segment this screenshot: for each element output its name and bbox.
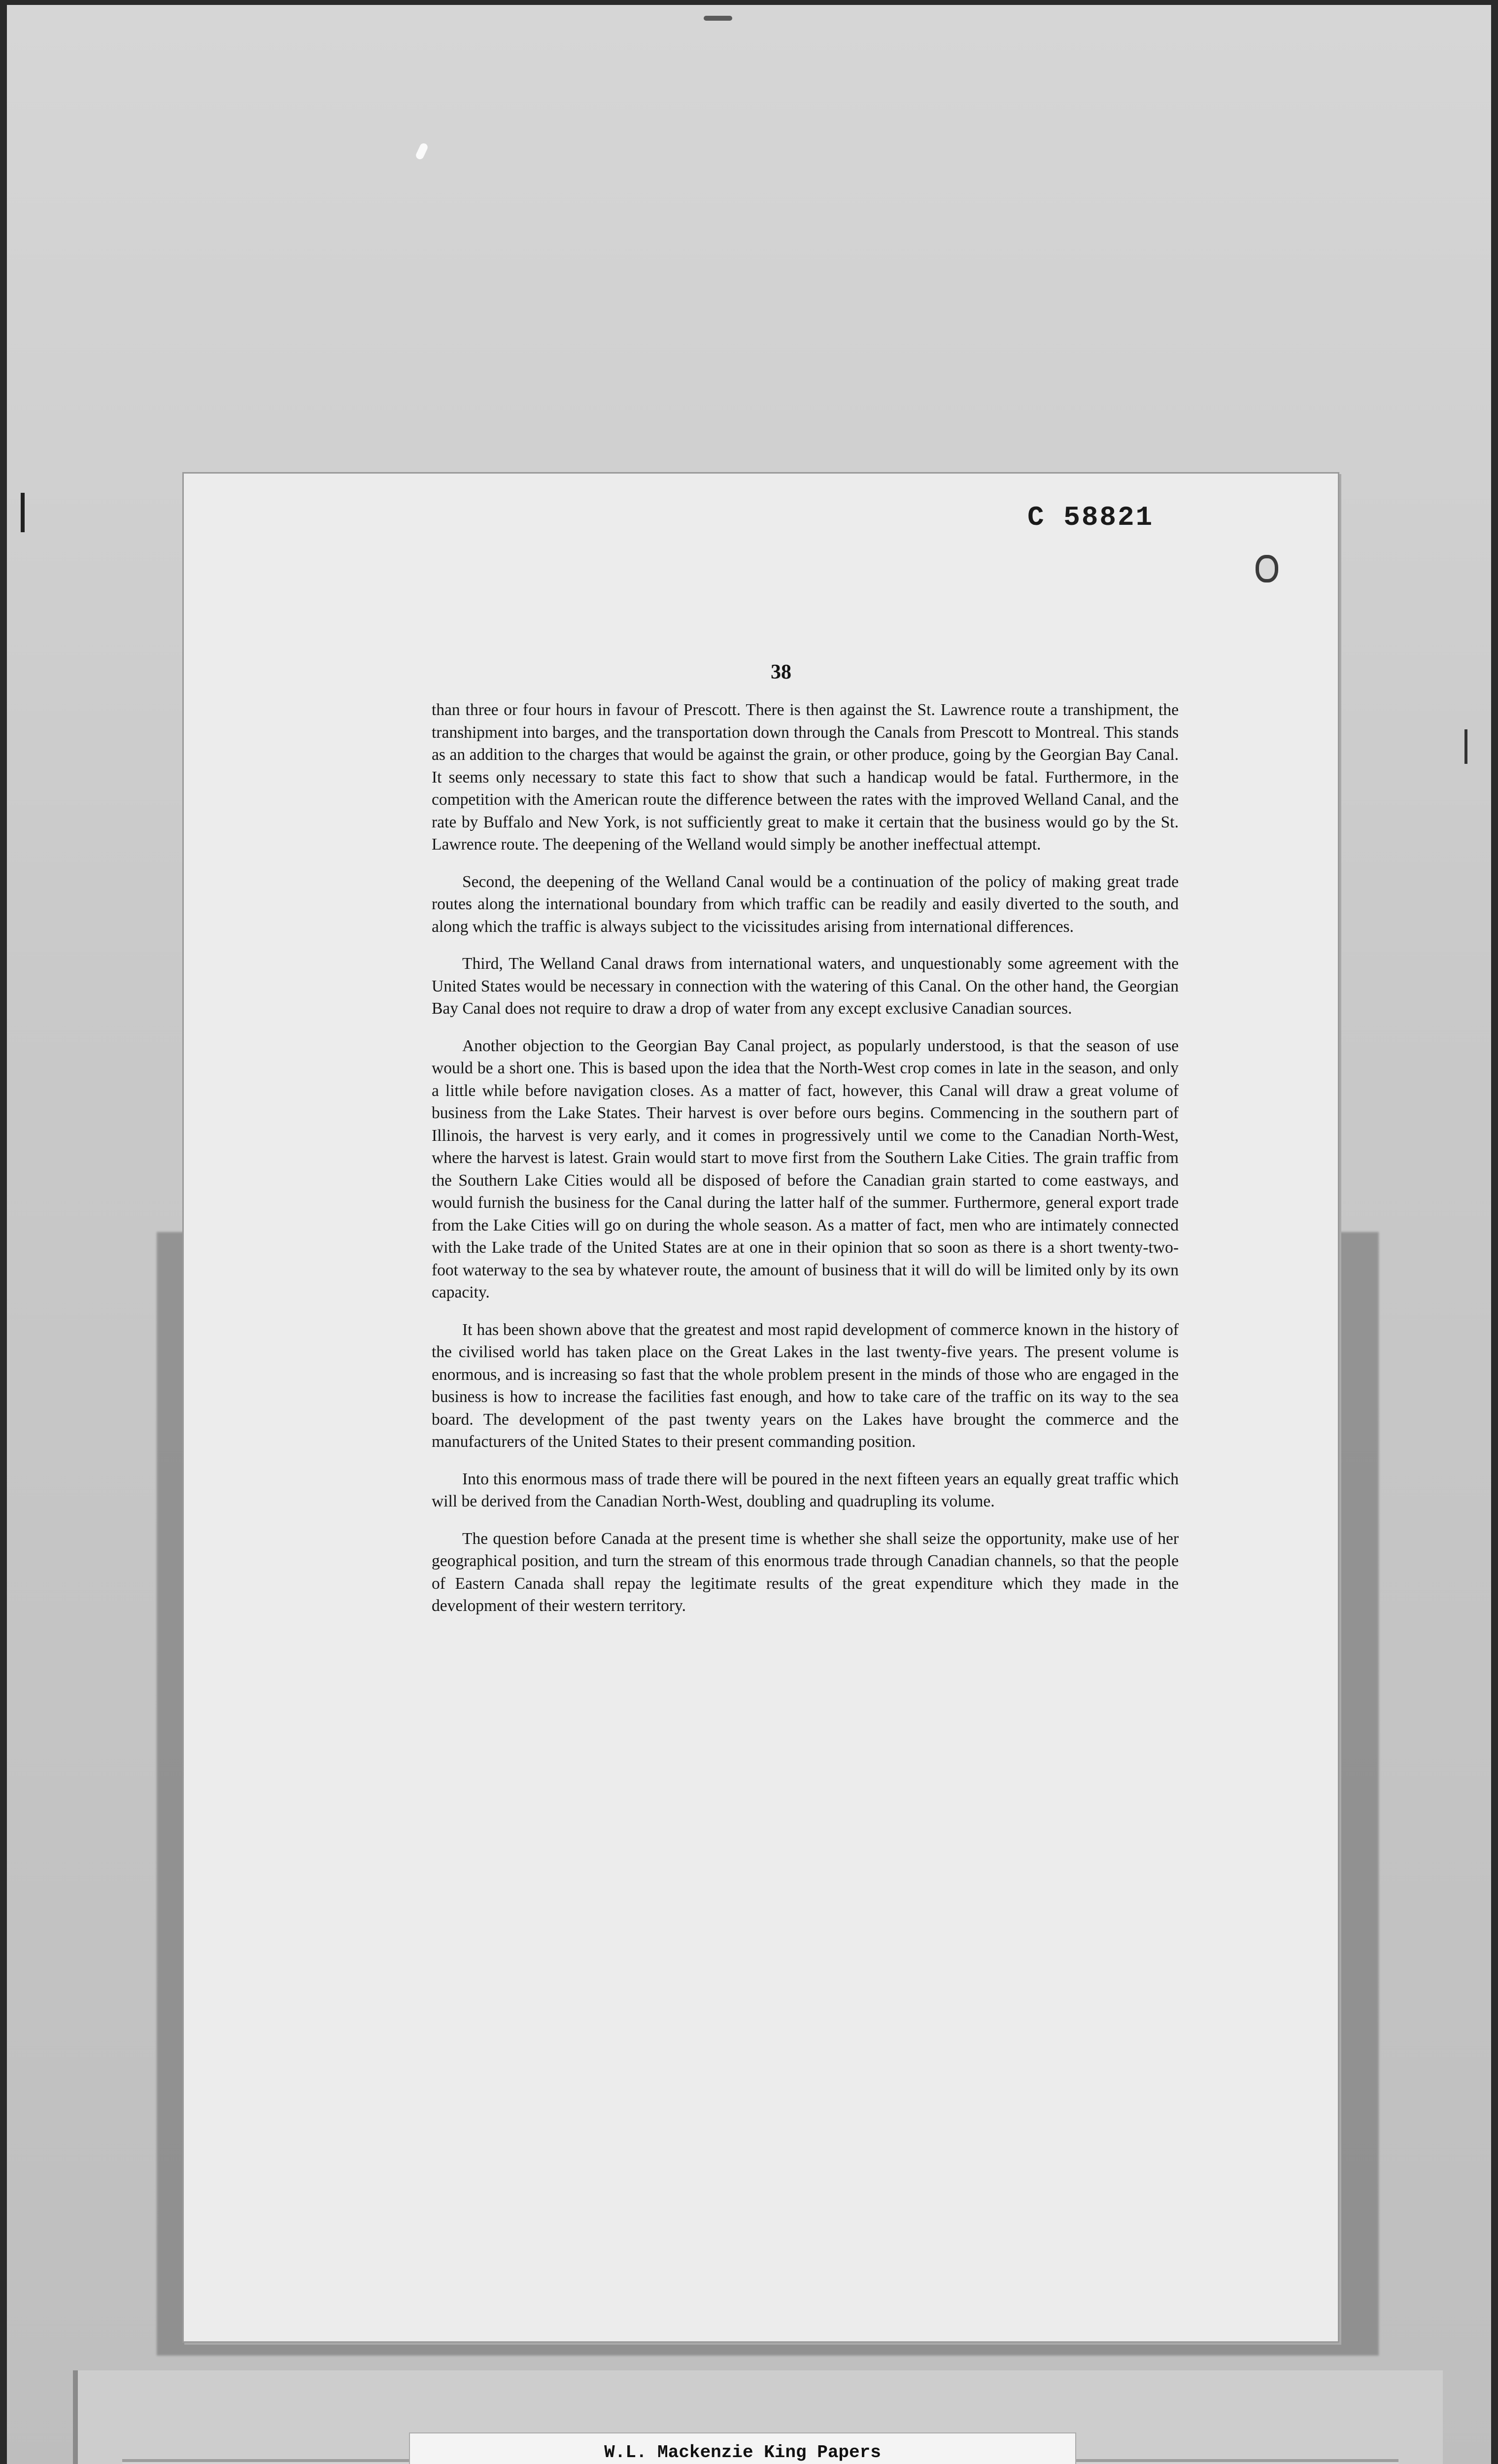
punch-hole-icon (1256, 555, 1278, 582)
collection-label (409, 2432, 1076, 2464)
paragraph: Third, The Welland Canal draws from international waters, and unquestionably some agreement with the United States would be necessary in connection with the watering of this Canal. On the other hand, the Georgian Bay Canal does not require to draw a drop of water from any except exclusive Canadian sources. (432, 955, 1179, 1018)
film-border-top (0, 0, 1498, 5)
film-border-left (0, 0, 7, 2464)
paragraph: Second, the deepening of the Welland Canal would be a continuation of the policy of making great trade routes along the international boundary from which traffic can be readily and easily diverted to the south, and along which the traffic is always subject to the vicissitudes arising from international differences. (432, 872, 1179, 936)
paragraph: It has been shown above that the greatest and most rapid development of commerce known in the history of the civilised world has taken place on the Great Lakes in the last twenty-five years. The present volume is enormous, and is increasing so fast that the whole problem present in the minds of those who are engaged in the business is how to increase the facilities fast enough, and how to take care of the traffic on its way to the sea board. The development of the past twenty years on the Lakes have brought the commerce and the manufacturers of the United States to their present commanding position. (432, 1320, 1179, 1451)
page-number: 38 (771, 661, 791, 684)
paragraph: The question before Canada at the present time is whether she shall seize the opportunity, make use of her geographical position, and turn the stream of this enormous trade through Canadian channels, so that the people of Eastern Canada shall repay the legitimate results of the great expenditure which they made in the development of their western territory. (432, 1529, 1179, 1615)
film-border-right (1491, 0, 1498, 2464)
film-speck (1464, 729, 1467, 764)
paragraph: than three or four hours in favour of Prescott. There is then against the St. Lawrence route a transhipment, the transhipment into barges, and the transportation down through the Canals from Prescott to Montreal. This stands as an addition to the charges that would be against the grain, or other produce, going by the Georgian Bay Canal. It seems only necessary to state this fact to show that such a handicap would be fatal. Furthermore, in the competition with the American route the difference between the rates with the improved Welland Canal, and the rate by Buffalo and New York, is not sufficiently great to make it certain that the business would go by the St. Lawrence route. The deepening of the Welland would simply be another ineffectual attempt. (432, 701, 1179, 854)
film-speck (21, 493, 25, 532)
paragraph: Into this enormous mass of trade there will be poured in the next fifteen years an equally great traffic which will be derived from the Canadian North-West, doubling and quadrupling its volume. (432, 1470, 1179, 1510)
document-body (432, 699, 1179, 1632)
document-id-stamp: C 58821 (1027, 502, 1154, 533)
film-speck (704, 16, 732, 21)
paragraph: Another objection to the Georgian Bay Canal project, as popularly understood, is that the season of use would be a short one. This is based upon the idea that the North-West crop comes in late in the season, and only a little while before navigation closes. As a matter of fact, however, this Canal will draw a great volume of business from the Lake States. Their harvest is over before ours begins. Commencing in the southern part of Illinois, the harvest is very early, and it comes in progressively until we come to the Canadian North-West, where the harvest is latest. Grain would start to move first from the Southern Lake Cities. The grain traffic from the Southern Lake Cities would all be disposed of before the Canadian grain started to come eastways, and would furnish the business for the Canal during the latter half of the summer. Furthermore, general export trade from the Lake Cities will go on during the whole season. As a matter of fact, men who are intimately connected with the Lake trade of the United States are at one in their opinion that so soon as there is a short twenty-two-foot waterway to the sea by whatever route, the amount of business that it will do will be limited only by its own capacity. (432, 1036, 1179, 1301)
collection-name: W.L. Mackenzie King Papers (604, 2442, 881, 2463)
